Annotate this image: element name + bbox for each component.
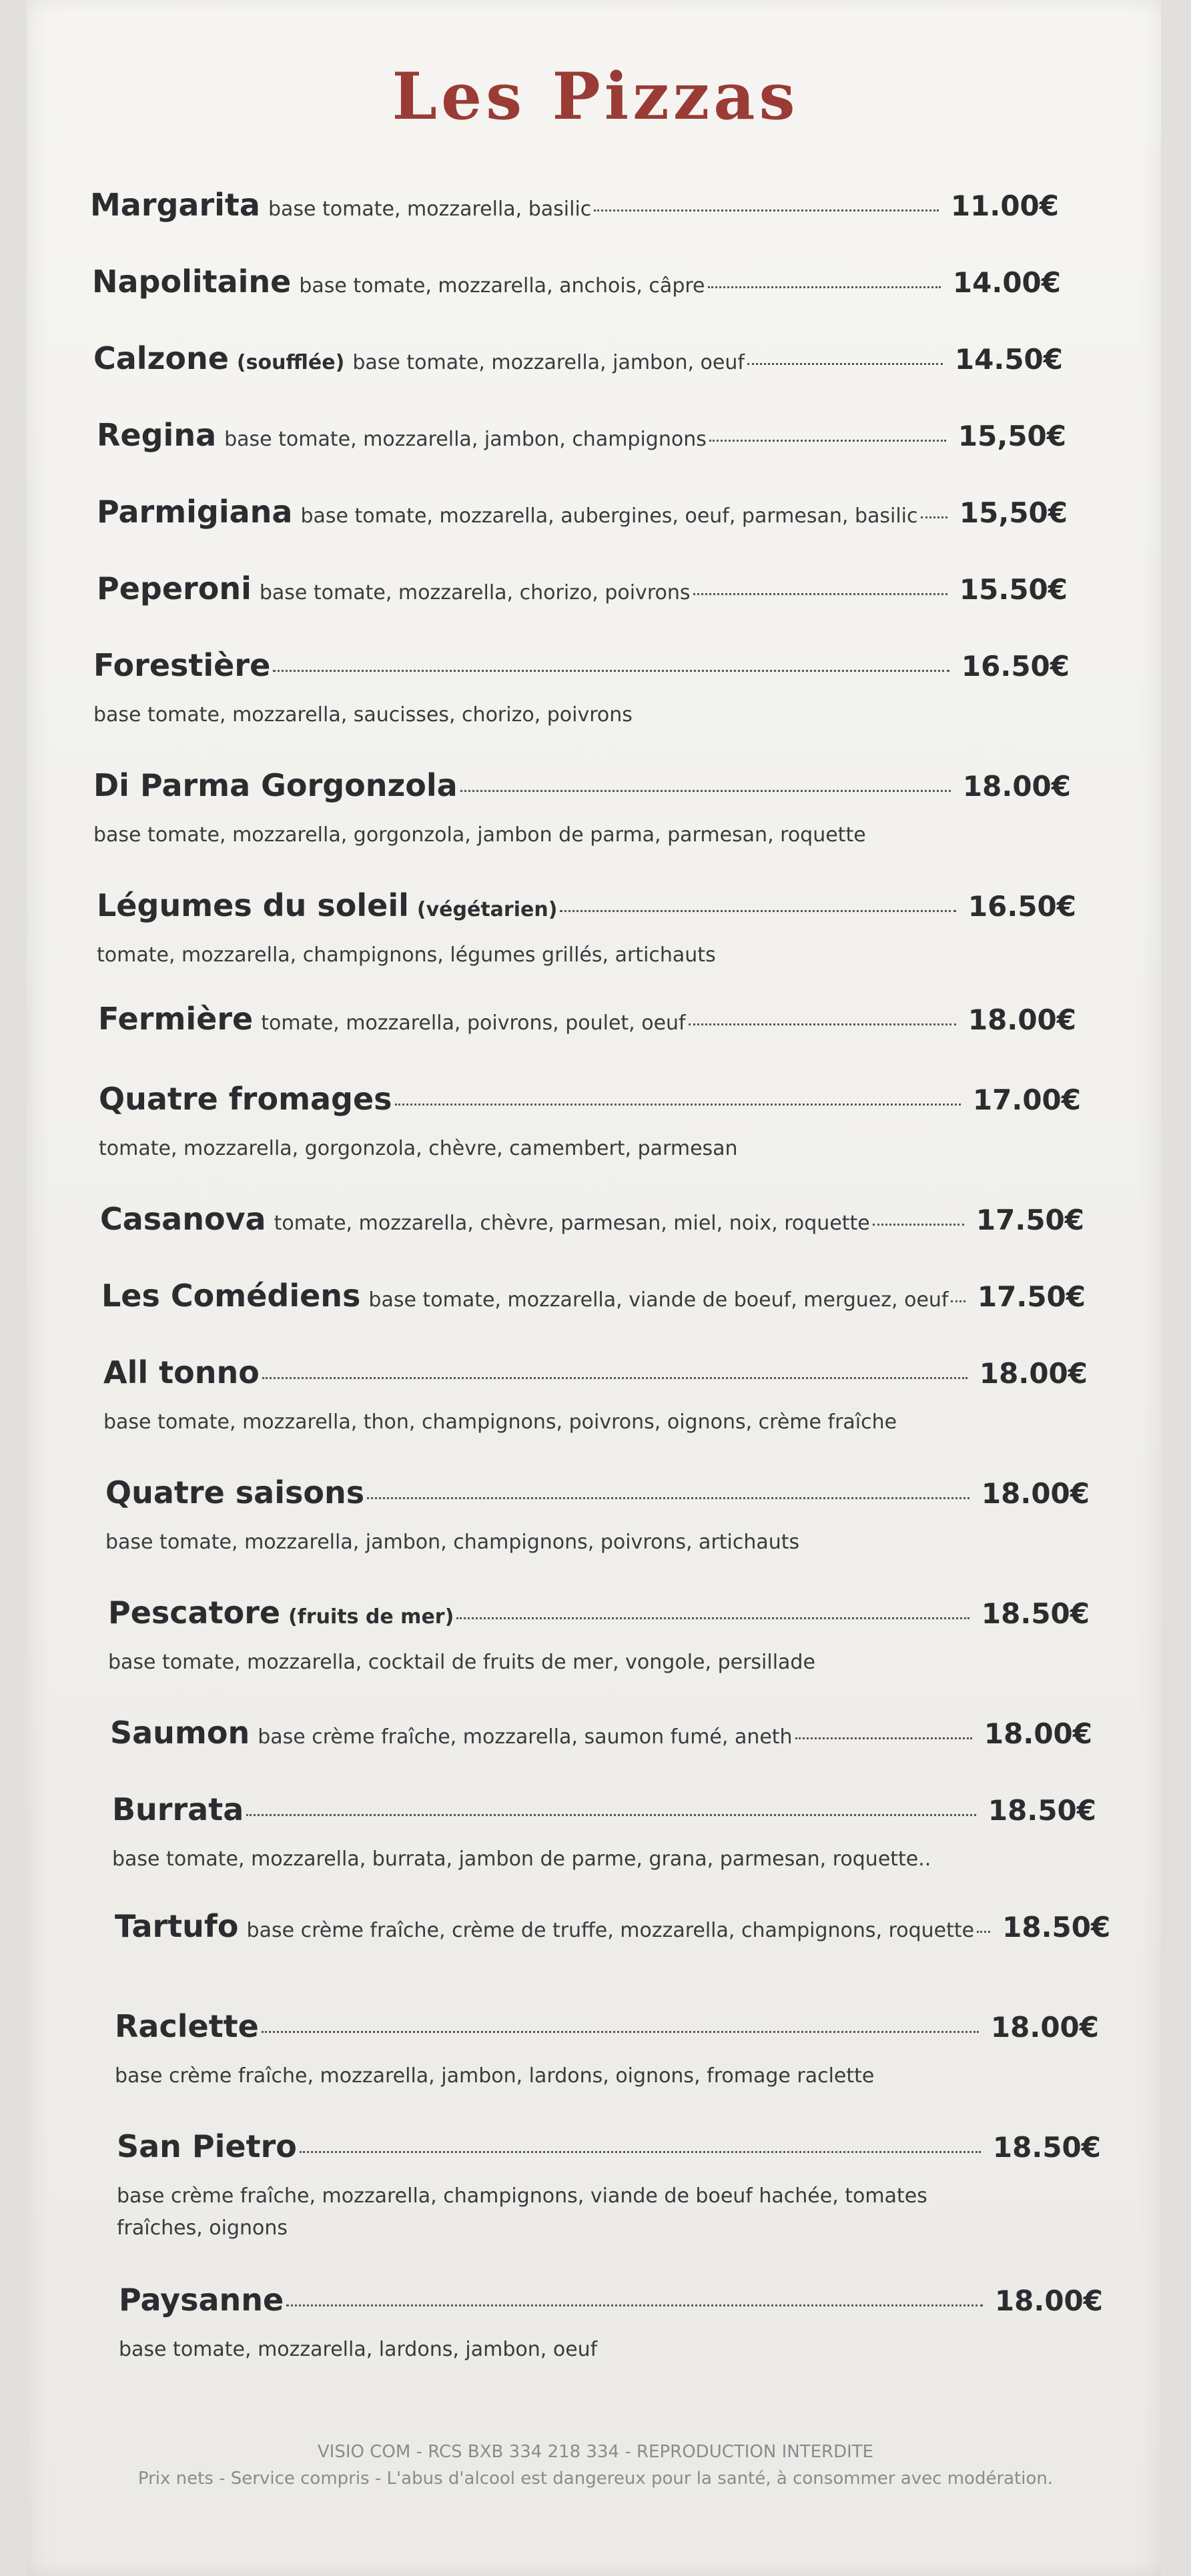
pizza-ingredients xyxy=(115,2060,1099,2092)
menu-item xyxy=(119,2282,1103,2366)
menu-item xyxy=(110,1715,1092,1757)
menu-item xyxy=(93,767,1071,851)
pizza-ingredients: base tomate, mozzarella, aubergines, oeuf, parmesan, basilic xyxy=(300,504,918,528)
dot-leader xyxy=(300,2151,981,2153)
pizza-name: San Pietro xyxy=(117,2128,297,2164)
menu-item-line xyxy=(115,1908,1111,1951)
dot-leader xyxy=(273,670,949,672)
pizza-name: Calzone xyxy=(93,340,229,376)
pizza-ingredients xyxy=(93,819,1071,851)
pizza-name: Saumon xyxy=(110,1715,250,1751)
menu-item-line xyxy=(97,494,1068,536)
pizza-ingredients xyxy=(99,1133,1081,1165)
dot-leader xyxy=(246,1814,976,1816)
pizza-name: Forestière xyxy=(93,647,271,683)
pizza-price: 18.00€ xyxy=(990,2011,1099,2044)
menu-item-line xyxy=(99,1081,1081,1124)
menu-item xyxy=(97,570,1068,613)
pizza-ingredients xyxy=(103,1406,1088,1438)
pizza-price: 17.00€ xyxy=(972,1084,1081,1116)
pizza-ingredients-line: base tomate, mozzarella, burrata, jambon de parme, grana, parmesan, roquette.. xyxy=(112,1847,931,1871)
pizza-price: 18.50€ xyxy=(987,1794,1096,1827)
pizza-ingredients xyxy=(97,939,1076,971)
dot-leader xyxy=(795,1737,972,1739)
menu-item-line xyxy=(97,887,1076,930)
pizza-name: Tartufo xyxy=(115,1908,239,1944)
pizza-ingredients: base tomate, mozzarella, jambon, champignons xyxy=(224,428,707,451)
pizza-name: Fermière xyxy=(98,1001,254,1037)
pizza-name: Di Parma Gorgonzola xyxy=(93,767,458,803)
pizza-name: Les Comédiens xyxy=(101,1278,361,1314)
menu-item-line xyxy=(115,2008,1099,2051)
pizza-name: Regina xyxy=(97,417,217,453)
menu-item-line xyxy=(97,417,1066,460)
menu-item-line xyxy=(108,1595,1090,1637)
dot-leader xyxy=(951,1300,965,1302)
pizza-name: Margarita xyxy=(90,187,260,223)
pizza-price: 17.50€ xyxy=(975,1204,1084,1236)
dot-leader xyxy=(747,363,943,365)
footer xyxy=(0,2439,1191,2492)
pizza-note: (soufflée) xyxy=(236,351,345,374)
pizza-ingredients-line: tomate, mozzarella, champignons, légumes grillés, artichauts xyxy=(97,943,716,967)
menu-item-line xyxy=(105,1474,1090,1517)
pizza-price: 14.00€ xyxy=(952,266,1061,299)
menu-item xyxy=(117,2128,1101,2244)
menu-item-line xyxy=(97,570,1068,613)
pizza-name: Quatre fromages xyxy=(99,1081,392,1117)
dot-leader xyxy=(921,516,947,518)
dot-leader xyxy=(286,2304,983,2306)
pizza-price: 16.50€ xyxy=(967,890,1076,923)
menu-item xyxy=(97,417,1066,460)
pizza-price: 18.50€ xyxy=(1002,1911,1111,1944)
pizza-price: 11.00€ xyxy=(950,189,1059,222)
menu-item-line xyxy=(92,264,1061,306)
pizza-note: (végétarien) xyxy=(416,898,558,921)
pizza-price: 15,50€ xyxy=(959,496,1068,529)
pizza-price: 14.50€ xyxy=(954,343,1063,376)
pizza-ingredients: base crème fraîche, crème de truffe, mozzarella, champignons, roquette xyxy=(246,1919,975,1942)
pizza-name: Légumes du soleil xyxy=(97,887,409,923)
menu-item xyxy=(115,1908,1111,1951)
menu-item xyxy=(98,1001,1076,1043)
pizza-ingredients: base tomate, mozzarella, basilic xyxy=(268,197,592,221)
pizza-ingredients: base crème fraîche, mozzarella, saumon fumé, aneth xyxy=(258,1725,793,1749)
pizza-ingredients-line: base crème fraîche, mozzarella, jambon, lardons, oignons, fromage raclette xyxy=(115,2064,875,2088)
pizza-name: Paysanne xyxy=(119,2282,284,2318)
dot-leader xyxy=(560,910,956,912)
pizza-ingredients: base tomate, mozzarella, chorizo, poivrons xyxy=(259,581,691,604)
pizza-name: Raclette xyxy=(115,2008,259,2044)
menu-item-line xyxy=(93,340,1063,383)
dot-leader xyxy=(262,2031,979,2033)
dot-leader xyxy=(689,1023,956,1025)
pizza-price: 18.00€ xyxy=(979,1357,1088,1390)
dot-leader xyxy=(977,1931,990,1933)
pizza-price: 18.00€ xyxy=(962,770,1071,803)
pizza-ingredients-line: base crème fraîche, mozzarella, champignons, viande de boeuf hachée, tomates xyxy=(117,2184,927,2208)
pizza-price: 18.00€ xyxy=(967,1003,1076,1036)
pizza-ingredients xyxy=(119,2334,1103,2366)
pizza-ingredients: base tomate, mozzarella, anchois, câpre xyxy=(299,274,705,298)
pizza-price: 16.50€ xyxy=(961,650,1070,683)
page-title: Les Pizzas xyxy=(392,59,799,134)
pizza-price: 15.50€ xyxy=(959,573,1068,606)
pizza-ingredients-line: base tomate, mozzarella, thon, champignons, poivrons, oignons, crème fraîche xyxy=(103,1410,897,1434)
pizza-price: 18.00€ xyxy=(994,2284,1103,2317)
menu-item-line xyxy=(119,2282,1103,2324)
pizza-price: 18.50€ xyxy=(992,2131,1101,2164)
menu-item xyxy=(103,1354,1088,1438)
dot-leader xyxy=(395,1104,961,1106)
dot-leader xyxy=(262,1377,967,1379)
pizza-ingredients xyxy=(112,1843,1096,1875)
pizza-ingredients: base tomate, mozzarella, jambon, oeuf xyxy=(352,351,745,374)
pizza-ingredients-line: fraîches, oignons xyxy=(117,2216,288,2240)
pizza-ingredients xyxy=(93,699,1070,731)
pizza-name: All tonno xyxy=(103,1354,260,1390)
pizza-ingredients xyxy=(105,1527,1090,1559)
pizza-name: Pescatore xyxy=(108,1595,281,1631)
menu-item-line xyxy=(103,1354,1088,1397)
menu-item xyxy=(97,494,1068,536)
dot-leader xyxy=(594,209,939,211)
menu-item xyxy=(101,1278,1086,1320)
pizza-ingredients: tomate, mozzarella, poivrons, poulet, oeuf xyxy=(261,1011,686,1035)
menu-item xyxy=(92,264,1061,306)
pizza-ingredients-line: base tomate, mozzarella, gorgonzola, jambon de parma, parmesan, roquette xyxy=(93,823,866,847)
menu-item-line xyxy=(100,1201,1084,1244)
pizza-ingredients: tomate, mozzarella, chèvre, parmesan, miel, noix, roquette xyxy=(274,1212,870,1235)
menu-item xyxy=(93,647,1070,731)
pizza-name: Peperoni xyxy=(97,570,252,606)
pizza-ingredients xyxy=(108,1647,1090,1679)
pizza-ingredients xyxy=(117,2180,1101,2244)
pizza-note: (fruits de mer) xyxy=(288,1605,454,1629)
footer-legal: VISIO COM - RCS BXB 334 218 334 - REPRODUCTION INTERDITE xyxy=(317,2442,874,2462)
pizza-name: Quatre saisons xyxy=(105,1474,365,1511)
pizza-ingredients: base tomate, mozzarella, viande de boeuf, merguez, oeuf xyxy=(368,1288,949,1312)
pizza-name: Napolitaine xyxy=(92,264,292,300)
pizza-name: Casanova xyxy=(100,1201,266,1237)
pizza-name: Parmigiana xyxy=(97,494,293,530)
menu-item xyxy=(90,187,1059,230)
menu-item xyxy=(112,1791,1096,1875)
pizza-ingredients-line: base tomate, mozzarella, cocktail de fruits de mer, vongole, persillade xyxy=(108,1651,815,1674)
menu-item-line xyxy=(98,1001,1076,1043)
dot-leader xyxy=(709,440,946,442)
menu-item xyxy=(115,2008,1099,2092)
menu-item xyxy=(97,887,1076,971)
menu-item-line xyxy=(90,187,1059,230)
pizza-price: 17.50€ xyxy=(977,1280,1086,1313)
pizza-ingredients-line: base tomate, mozzarella, saucisses, chorizo, poivrons xyxy=(93,703,633,727)
pizza-price: 18.00€ xyxy=(981,1477,1090,1510)
dot-leader xyxy=(460,790,951,792)
menu-item-line xyxy=(112,1791,1096,1834)
pizza-price: 15,50€ xyxy=(957,420,1066,452)
dot-leader xyxy=(708,286,941,288)
menu-item-line xyxy=(93,647,1070,690)
pizza-price: 18.50€ xyxy=(981,1597,1090,1630)
dot-leader xyxy=(873,1224,964,1226)
menu-item-line xyxy=(110,1715,1092,1757)
footer-disclaimer: Prix nets - Service compris - L'abus d'alcool est dangereux pour la santé, à consommer avec modération. xyxy=(137,2469,1054,2489)
pizza-ingredients-line: base tomate, mozzarella, lardons, jambon, oeuf xyxy=(119,2338,598,2361)
pizza-ingredients-line: base tomate, mozzarella, jambon, champignons, poivrons, artichauts xyxy=(105,1531,800,1554)
menu-item-line xyxy=(101,1278,1086,1320)
menu-item xyxy=(105,1474,1090,1559)
menu-item-line xyxy=(117,2128,1101,2171)
menu-item xyxy=(108,1595,1090,1679)
menu-item xyxy=(93,340,1063,383)
dot-leader xyxy=(456,1617,969,1619)
menu-item-line xyxy=(93,767,1071,810)
pizza-ingredients-line: tomate, mozzarella, gorgonzola, chèvre, camembert, parmesan xyxy=(99,1137,738,1160)
dot-leader xyxy=(693,593,947,595)
pizza-name: Burrata xyxy=(112,1791,244,1827)
dot-leader xyxy=(367,1497,969,1499)
menu-item xyxy=(99,1081,1081,1165)
menu-item xyxy=(100,1201,1084,1244)
pizza-price: 18.00€ xyxy=(983,1717,1092,1750)
